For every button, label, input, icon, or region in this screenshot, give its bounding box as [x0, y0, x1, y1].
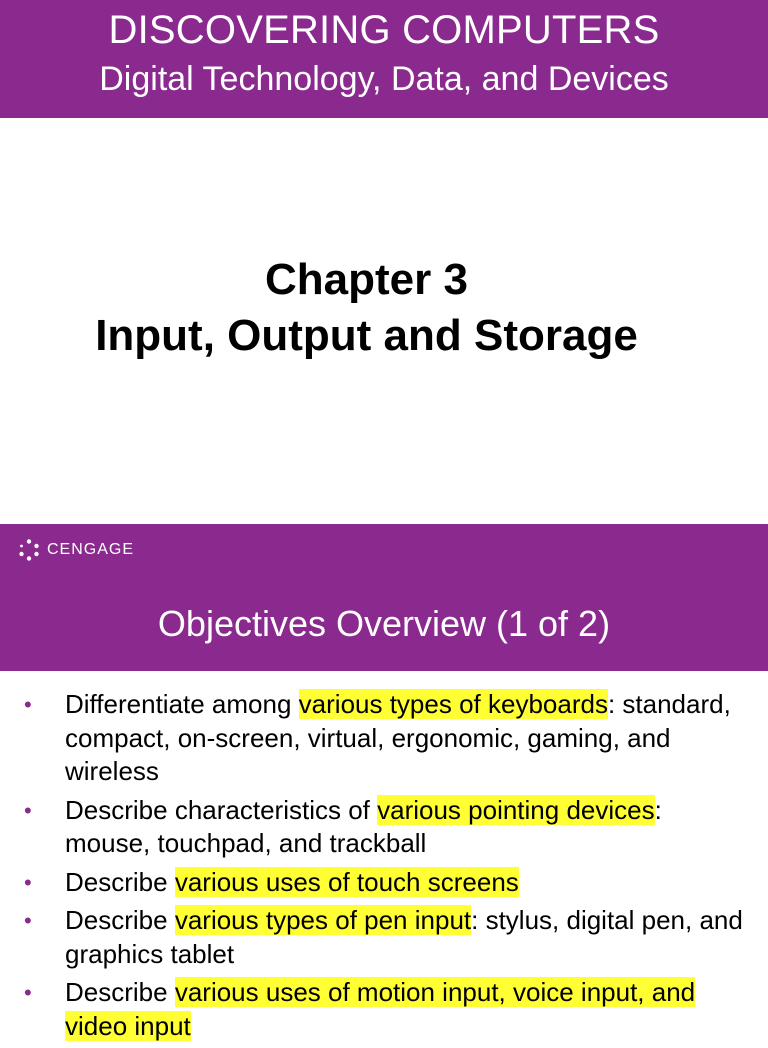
- slide-title: Objectives Overview (1 of 2): [157, 603, 611, 644]
- cengage-logo: [17, 538, 134, 562]
- objective-detail: : standard, compact, on-screen, virtual, ergonomic, gaming, and wireless: [65, 689, 731, 786]
- objective-text: Describe: [65, 977, 175, 1007]
- objective-item: [0, 866, 768, 900]
- objective-highlight: various types of keyboards: [298, 689, 608, 719]
- bullet-icon: •: [24, 869, 32, 895]
- chapter-number: Chapter 3: [265, 255, 468, 304]
- title-header-bar: [0, 0, 768, 118]
- bullet-icon: •: [24, 980, 32, 1005]
- logo-text: CENGAGE: [47, 541, 135, 558]
- objective-item: [0, 688, 768, 789]
- objective-item: [0, 794, 768, 861]
- objective-item: [0, 904, 768, 971]
- bullet-icon: •: [24, 797, 32, 823]
- book-title: DISCOVERING COMPUTERS: [108, 8, 660, 52]
- bullet-icon: •: [24, 692, 32, 717]
- book-subtitle: Digital Technology, Data, and Devices: [99, 60, 669, 98]
- objective-text: Describe: [65, 866, 175, 897]
- chapter-title: Input, Output and Storage: [95, 311, 638, 360]
- objective-highlight: various uses of motion input, voice input, and video input: [65, 977, 696, 1041]
- objective-text: Differentiate among: [65, 689, 299, 719]
- objective-text: Describe characteristics of: [65, 794, 378, 825]
- bullet-icon: •: [24, 908, 32, 933]
- objective-detail: : mouse, touchpad, and trackball: [65, 794, 662, 858]
- objective-text: Describe: [65, 905, 175, 935]
- cengage-logo-icon: [17, 538, 41, 562]
- objective-detail: : stylus, digital pen, and graphics tablet: [65, 905, 743, 969]
- objectives-header-bar: [0, 524, 768, 671]
- objective-highlight: various types of pen input: [174, 905, 472, 935]
- objective-highlight: various pointing devices: [377, 794, 655, 825]
- objectives-list: [0, 688, 768, 1048]
- objective-item: [0, 976, 768, 1043]
- objective-highlight: various uses of touch screens: [174, 866, 519, 897]
- chapter-heading: [0, 252, 733, 364]
